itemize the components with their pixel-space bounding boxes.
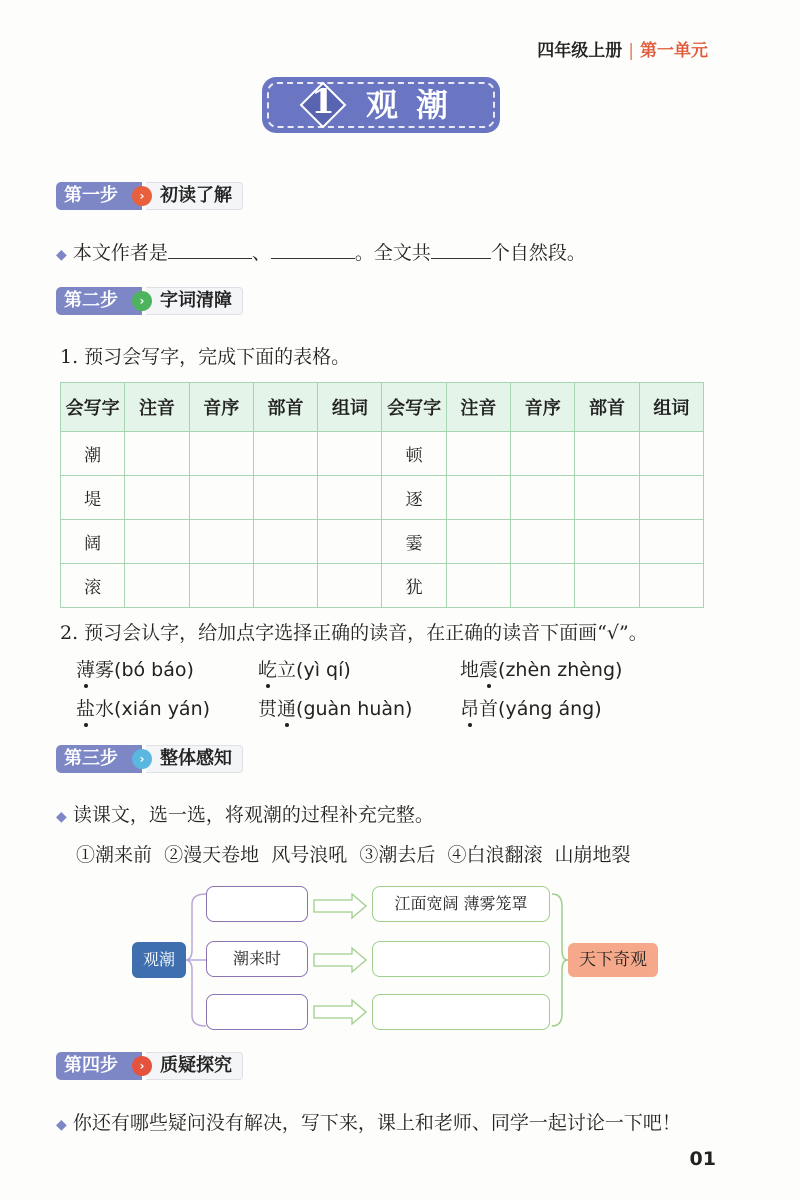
input-cell[interactable] [189,520,253,564]
table-row [61,476,704,520]
col-header: 注音 [125,383,189,432]
input-cell[interactable] [511,564,575,608]
col-header: 部首 [253,383,317,432]
input-cell[interactable] [575,520,639,564]
chevron-right-icon: › [132,291,152,311]
input-cell[interactable] [189,564,253,608]
middle-label-box: 潮来时 [206,941,308,977]
input-cell[interactable] [125,564,189,608]
option[interactable]: ④白浪翻滚 [447,844,543,866]
input-cell[interactable] [575,476,639,520]
option[interactable]: 山崩地裂 [554,844,631,866]
char-cell: 霎 [382,520,446,564]
input-cell[interactable] [253,564,317,608]
col-header: 音序 [511,383,575,432]
col-header: 部首 [575,383,639,432]
input-cell[interactable] [189,432,253,476]
top-right-box: 江面宽阔 薄雾笼罩 [372,886,550,922]
col-header: 会写字 [382,383,446,432]
input-cell[interactable] [511,520,575,564]
pinyin-item[interactable] [460,694,602,721]
input-cell[interactable] [125,476,189,520]
dotted-char: 昂 [460,698,480,720]
input-cell[interactable] [253,520,317,564]
blank-box-bottom[interactable] [206,994,308,1030]
input-cell[interactable] [318,564,382,608]
pinyin-item[interactable] [258,694,412,721]
blank-answer-box-bottom[interactable] [372,994,550,1030]
char-cell: 逐 [382,476,446,520]
char-cell: 犹 [382,564,446,608]
char: 立 [277,659,297,681]
pinyin-options: (bó báo) [114,659,194,681]
step1-header [56,182,243,210]
col-header: 组词 [639,383,703,432]
step3-options [76,840,631,867]
dotted-char: 薄 [76,659,96,681]
char-cell: 潮 [61,432,125,476]
option[interactable]: ③潮去后 [359,844,436,866]
chevron-right-icon: › [132,1056,152,1076]
char-cell: 堤 [61,476,125,520]
step3-instruction [56,800,434,827]
step4-label: 第四步 [56,1052,142,1080]
diamond-bullet-icon: ◆ [56,247,67,263]
chevron-right-icon: › [132,186,152,206]
step1-label: 第一步 [56,182,142,210]
step4-name: 质疑探究 [146,1052,243,1080]
pinyin-item[interactable] [76,694,210,721]
input-cell[interactable] [253,476,317,520]
option[interactable]: 风号浪吼 [271,844,348,866]
input-cell[interactable] [639,520,703,564]
table-row [61,520,704,564]
author-blank-2[interactable] [271,240,355,259]
char: 水 [95,698,115,720]
dotted-char: 震 [479,659,499,681]
pinyin-options: (yáng áng) [498,698,602,720]
dotted-char: 通 [277,698,297,720]
input-cell[interactable] [125,520,189,564]
col-header: 会写字 [61,383,125,432]
step2-q2: 2. 预习会认字，给加点字选择正确的读音，在正确的读音下面画“√”。 [60,622,648,644]
q-sep: 、 [251,242,271,264]
input-cell[interactable] [318,432,382,476]
char-cell: 滚 [61,564,125,608]
instruction-text: 读课文，选一选，将观潮的过程补充完整。 [72,804,434,826]
blank-box-top[interactable] [206,886,308,922]
char-cell: 阔 [61,520,125,564]
q-end: 个自然段。 [490,242,586,264]
input-cell[interactable] [575,432,639,476]
input-cell[interactable] [511,476,575,520]
chevron-right-icon: › [132,749,152,769]
pinyin-options: (guàn huàn) [296,698,413,720]
page-header [537,36,708,61]
input-cell[interactable] [318,520,382,564]
char: 贯 [258,698,278,720]
pinyin-options: (zhèn zhèng) [498,659,623,681]
step2-label: 第二步 [56,287,142,315]
input-cell[interactable] [511,432,575,476]
input-cell[interactable] [575,564,639,608]
diamond-bullet-icon: ◆ [56,809,67,825]
table-header-row [61,383,704,432]
step3-name: 整体感知 [146,745,243,773]
characters-table [60,382,704,608]
step3-label: 第三步 [56,745,142,773]
input-cell[interactable] [639,432,703,476]
step2-header [56,287,243,315]
input-cell[interactable] [446,564,510,608]
char-cell: 顿 [382,432,446,476]
dotted-char: 屹 [258,659,278,681]
input-cell[interactable] [125,432,189,476]
col-header: 组词 [318,383,382,432]
pinyin-options: (xián yán) [114,698,211,720]
pinyin-item[interactable] [76,655,194,682]
step1-name: 初读了解 [146,182,243,210]
input-cell[interactable] [446,432,510,476]
unit-label: 第一单元 [640,41,708,61]
char: 首 [479,698,499,720]
input-cell[interactable] [189,476,253,520]
col-header: 音序 [189,383,253,432]
col-header: 注音 [446,383,510,432]
table-row [61,564,704,608]
input-cell[interactable] [639,476,703,520]
step4-text: 你还有哪些疑问没有解决，写下来，课上和老师、同学一起讨论一下吧！ [72,1112,681,1134]
pinyin-options: (yì qí) [296,659,351,681]
step4-question [56,1108,681,1135]
input-cell[interactable] [639,564,703,608]
dotted-char: 盐 [76,698,96,720]
grade-label: 四年级上册 [537,41,623,61]
input-cell[interactable] [446,476,510,520]
header-divider: | [628,41,634,61]
lesson-title: 观潮 [366,86,467,124]
step2-q1: 1. 预习会写字，完成下面的表格。 [60,346,351,368]
author-blank-1[interactable] [168,240,252,259]
option[interactable]: ①潮来前 [76,844,153,866]
char: 雾 [95,659,115,681]
step1-question [56,238,586,265]
result-node: 天下奇观 [568,943,658,977]
char: 地 [460,659,480,681]
input-cell[interactable] [253,432,317,476]
lesson-title-banner [262,77,500,133]
q-prefix: 本文作者是 [72,242,168,264]
option[interactable]: ②漫天卷地 [164,844,260,866]
input-cell[interactable] [318,476,382,520]
paragraph-count-blank[interactable] [431,240,491,259]
lesson-number: 1 [311,82,335,122]
step4-header [56,1052,243,1080]
table-row [61,432,704,476]
root-node-guanchao: 观潮 [132,942,186,978]
page-number: 01 [689,1148,716,1170]
q-mid: 。全文共 [354,242,431,264]
pinyin-item[interactable] [460,655,622,682]
pinyin-item[interactable] [258,655,351,682]
step2-name: 字词清障 [146,287,243,315]
step3-header [56,745,243,773]
diamond-bullet-icon: ◆ [56,1117,67,1133]
input-cell[interactable] [446,520,510,564]
blank-answer-box-middle[interactable] [372,941,550,977]
